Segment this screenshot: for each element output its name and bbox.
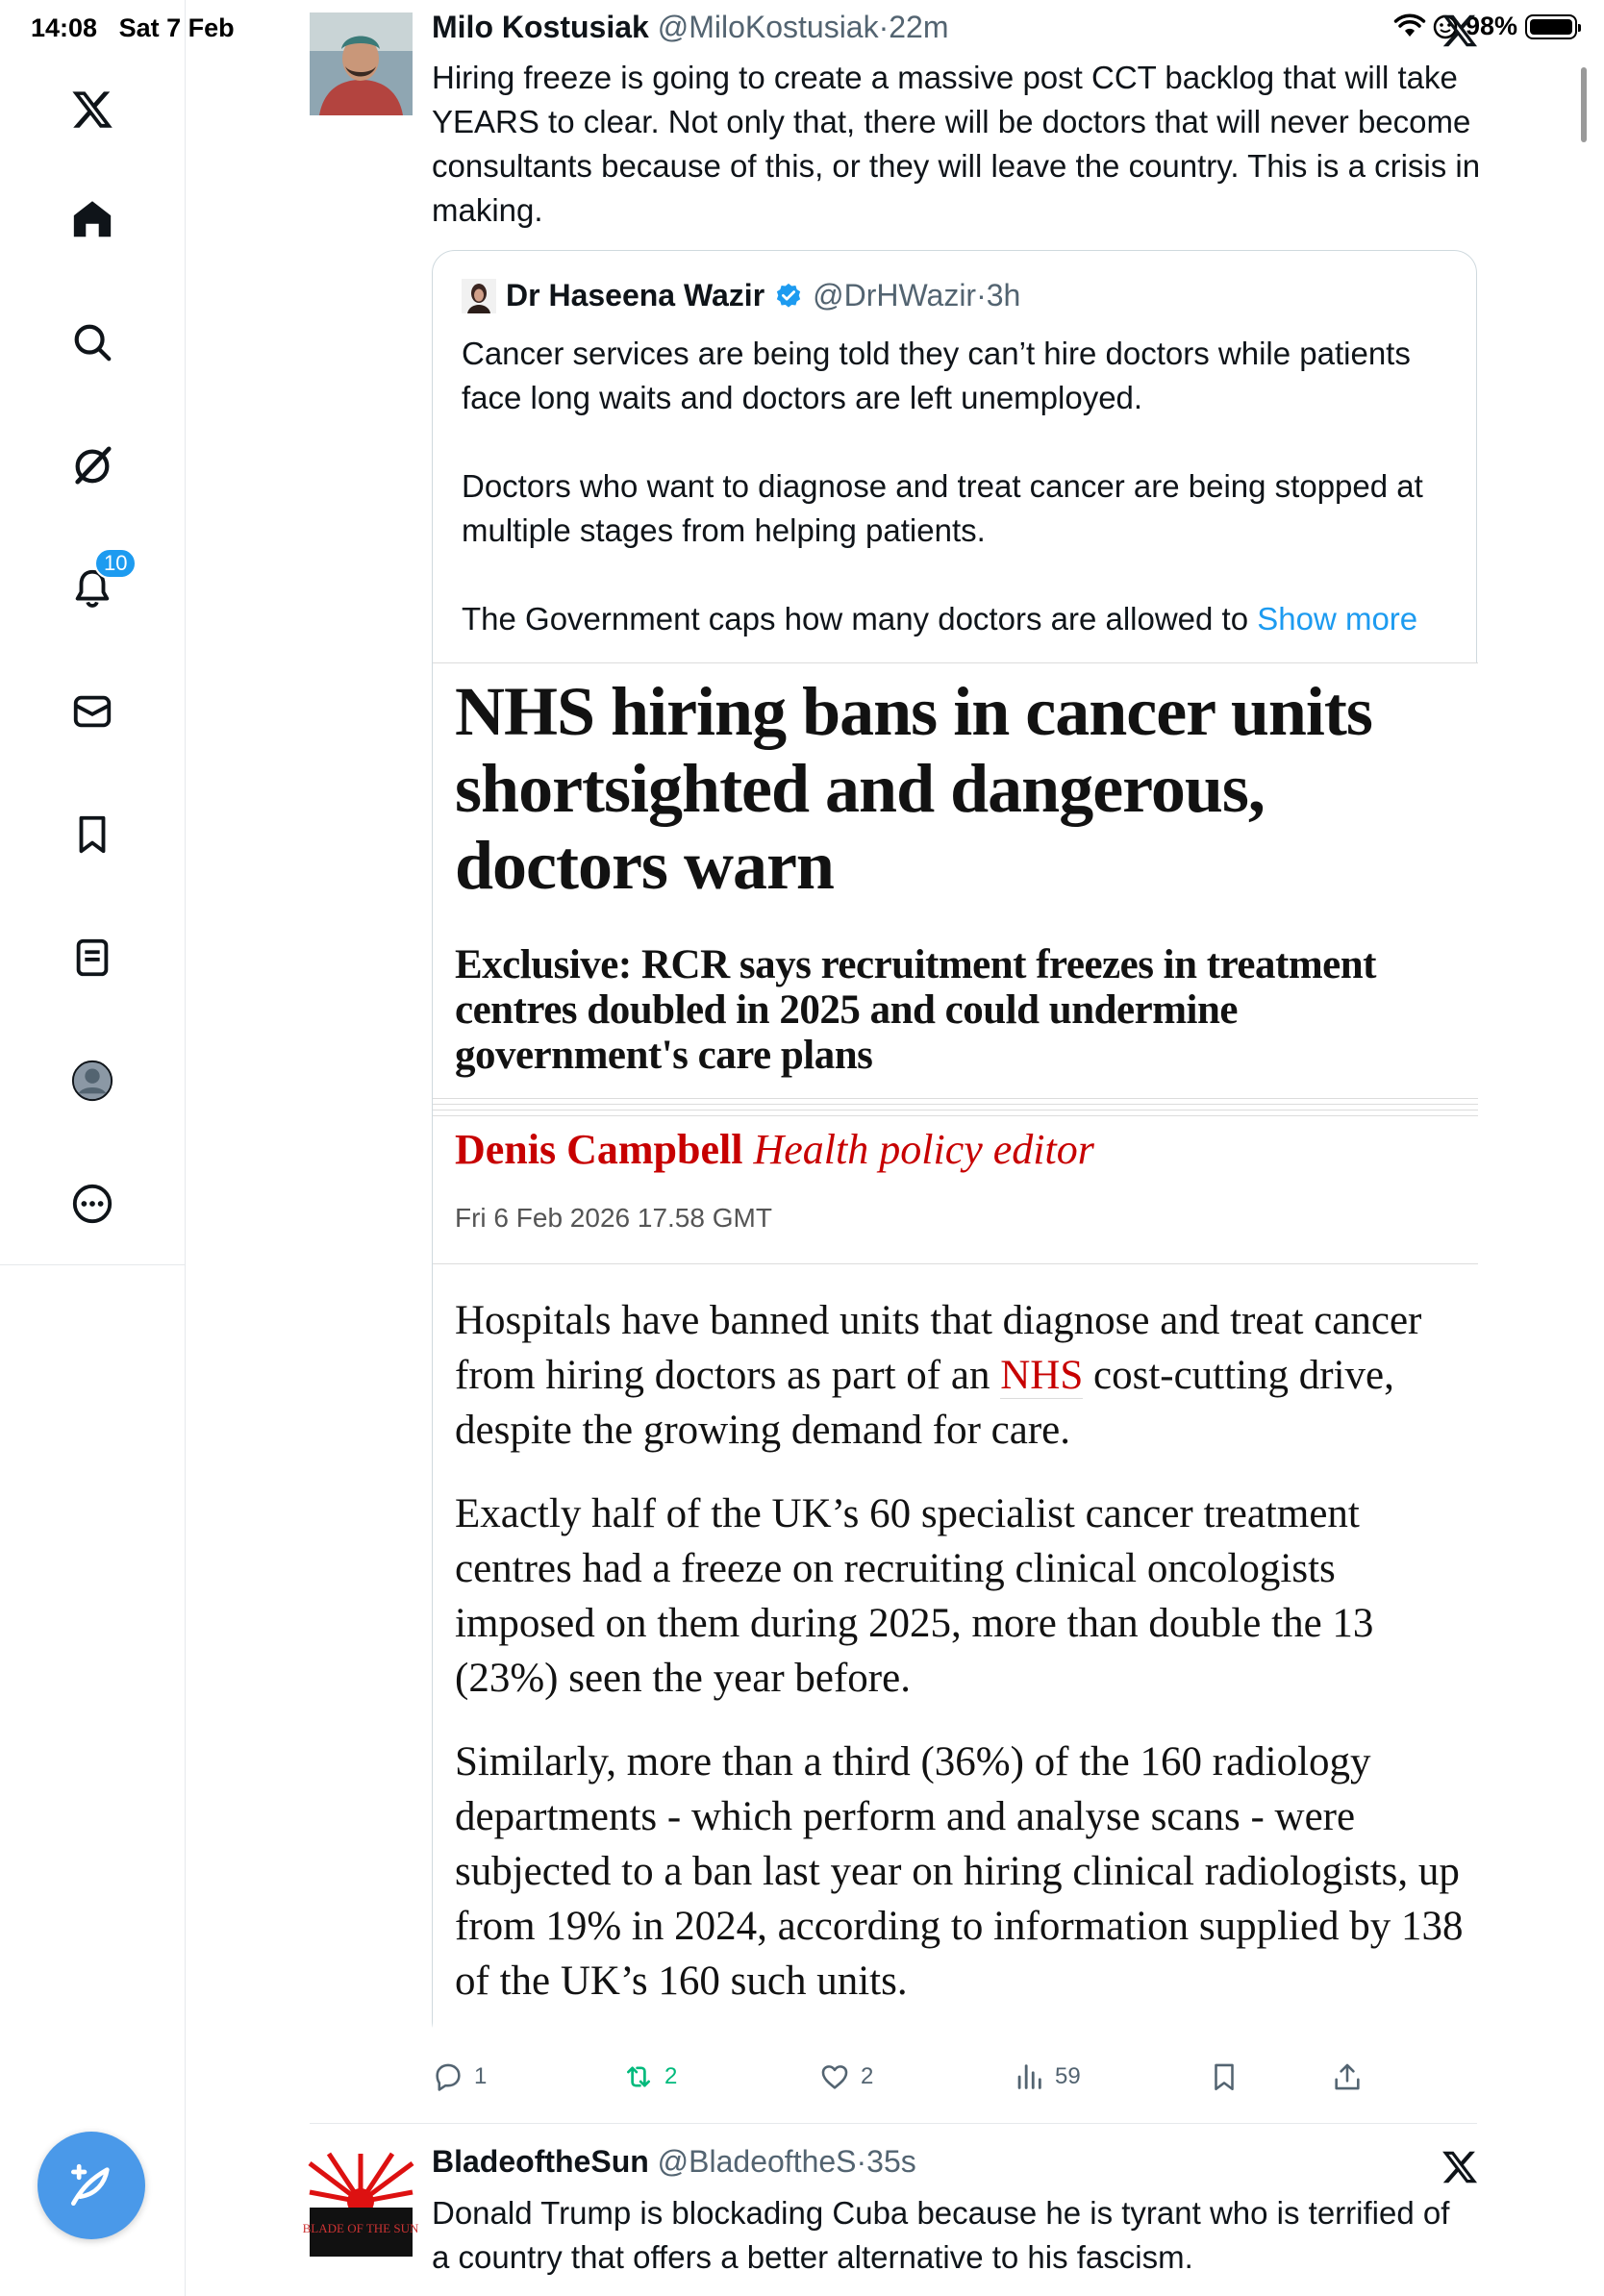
tweet-text: Hiring freeze is going to create a massive post CCT backlog that will take YEARS to clear. Not only that, there will be doctors that will never become consultants because of this, or they will leave the country. This is a crisis in making. bbox=[432, 60, 1481, 228]
wifi-icon bbox=[1394, 15, 1425, 38]
quote-header bbox=[462, 278, 1020, 313]
tweet-actions bbox=[432, 2060, 1490, 2109]
views-icon bbox=[1013, 2060, 1045, 2093]
tweet-author-handle[interactable]: @MiloKostusiak bbox=[657, 10, 879, 44]
x-brand-icon[interactable] bbox=[1441, 2148, 1479, 2186]
bookmark-button[interactable] bbox=[1208, 2060, 1241, 2093]
tweet-header bbox=[432, 10, 949, 45]
lists-icon[interactable] bbox=[63, 929, 121, 986]
profile-avatar-icon[interactable] bbox=[63, 1052, 121, 1110]
reply-icon bbox=[432, 2060, 464, 2093]
article-byline bbox=[455, 1125, 1094, 1174]
reply-button[interactable] bbox=[432, 2060, 487, 2093]
article-headline: NHS hiring bans in cancer units shortsighted and dangerous, doctors warn bbox=[455, 673, 1372, 904]
article-paragraph-text: Hospitals have banned units that diagnose and treat cancer from hiring doctors as part of an bbox=[455, 1298, 1422, 1398]
status-right bbox=[1394, 12, 1577, 41]
nhs-link: NHS bbox=[1000, 1353, 1084, 1398]
more-icon[interactable] bbox=[63, 1175, 121, 1233]
tweet2-author-handle[interactable]: @BladeoftheS bbox=[657, 2144, 857, 2179]
quote-paragraph: Doctors who want to diagnose and treat cancer are being stopped at multiple stages from helping patients. bbox=[462, 468, 1423, 548]
tweet-divider bbox=[310, 2123, 1477, 2124]
battery-percent: 98% bbox=[1465, 12, 1517, 40]
verified-badge-icon bbox=[774, 282, 803, 311]
like-count: 2 bbox=[861, 2063, 874, 2089]
quote-author-avatar[interactable] bbox=[462, 279, 496, 313]
notifications-icon[interactable] bbox=[63, 551, 128, 617]
status-date: Sat 7 Feb bbox=[118, 13, 235, 42]
quote-author-name[interactable]: Dr Haseena Wazir bbox=[506, 278, 765, 312]
article-rule bbox=[433, 1098, 1478, 1099]
tweet2-separator: · bbox=[856, 2144, 867, 2179]
repost-count: 2 bbox=[664, 2063, 678, 2089]
tweet2-author-avatar[interactable] bbox=[302, 2154, 419, 2257]
heart-icon bbox=[818, 2060, 851, 2093]
quote-author-handle[interactable]: @DrHWazir bbox=[813, 278, 977, 312]
grok-icon[interactable] bbox=[63, 437, 121, 494]
messages-icon[interactable] bbox=[63, 683, 121, 740]
article-paragraph: Exactly half of the UK’s 60 specialist cancer treatment centres had a freeze on recruiting clinical oncologists imposed on them during 2025, more than double the 13 (23%) seen the year before. bbox=[455, 1491, 1374, 1701]
status-clock: 14:08 bbox=[31, 13, 98, 42]
article-screenshot bbox=[433, 662, 1478, 2057]
article-standfirst: Exclusive: RCR says recruitment freezes in treatment centres doubled in 2025 and could undermine government's care plans bbox=[455, 942, 1376, 1078]
tweet-separator: · bbox=[878, 10, 890, 44]
x-logo-icon[interactable] bbox=[63, 81, 121, 138]
article-body bbox=[455, 1293, 1465, 2037]
repost-button[interactable] bbox=[622, 2060, 677, 2093]
compose-button[interactable] bbox=[38, 2132, 145, 2239]
views-count: 59 bbox=[1055, 2063, 1081, 2089]
sidebar bbox=[0, 0, 186, 1265]
tweet2-text: Donald Trump is blockading Cuba because he is tyrant who is terrified of a country that offers a better alternative to his fascism. bbox=[432, 2195, 1450, 2275]
article-paragraph-text: cost-cutting drive, despite the growing demand for care. bbox=[455, 1353, 1394, 1453]
share-button[interactable] bbox=[1331, 2060, 1364, 2093]
tweet-time[interactable]: 22m bbox=[889, 10, 949, 44]
quote-tweet-card[interactable] bbox=[432, 250, 1477, 2044]
sidebar-divider bbox=[185, 1265, 186, 2296]
article-dateline: Fri 6 Feb 2026 17.58 GMT bbox=[455, 1203, 772, 1233]
quote-paragraph: Cancer services are being told they can’t hire doctors while patients face long waits and doctors are left unemployed. bbox=[462, 336, 1411, 415]
article-rule bbox=[433, 1110, 1478, 1111]
byline-role: Health policy editor bbox=[753, 1126, 1094, 1173]
tweet-author-name[interactable]: Milo Kostusiak bbox=[432, 10, 649, 44]
article-rule bbox=[433, 1115, 1478, 1116]
tweet2-author-name[interactable]: BladeoftheSun bbox=[432, 2144, 649, 2179]
bookmark-icon bbox=[1208, 2060, 1241, 2093]
search-icon[interactable] bbox=[63, 313, 121, 371]
quote-separator: · bbox=[976, 278, 987, 312]
bookmarks-icon[interactable] bbox=[63, 806, 121, 863]
byline-name: Denis Campbell bbox=[455, 1126, 743, 1173]
views-button[interactable] bbox=[1013, 2060, 1081, 2093]
battery-icon bbox=[1525, 14, 1577, 39]
tweet2-time[interactable]: 35s bbox=[866, 2144, 916, 2179]
article-paragraph: Similarly, more than a third (36%) of the 160 radiology departments - which perform and analyse scans - were subjected to a ban last year on hiring clinical radiologists, up from 19% in 2024, according to information supplied by 138 of the UK’s 160 such units. bbox=[455, 1739, 1464, 2004]
close-icon[interactable] bbox=[1441, 12, 1479, 50]
tweet2-avatar-text: BLADE OF THE SUN bbox=[302, 2221, 419, 2235]
article-rule bbox=[433, 1263, 1478, 1264]
share-icon bbox=[1331, 2060, 1364, 2093]
quote-time[interactable]: 3h bbox=[986, 278, 1021, 312]
compose-feather-icon bbox=[64, 2159, 118, 2212]
show-more-link[interactable]: Show more bbox=[1257, 601, 1418, 636]
article-rule bbox=[433, 1104, 1478, 1105]
quote-paragraph-text: The Government caps how many doctors are allowed to bbox=[462, 601, 1249, 636]
tweet2-header bbox=[432, 2144, 916, 2180]
article-paragraph bbox=[455, 1293, 1465, 1458]
reply-count: 1 bbox=[474, 2063, 488, 2089]
notifications-badge: 10 bbox=[94, 548, 137, 579]
like-button[interactable] bbox=[818, 2060, 873, 2093]
scrollbar[interactable] bbox=[1581, 67, 1587, 142]
quote-paragraph bbox=[462, 597, 1452, 641]
tweet-author-avatar[interactable] bbox=[310, 12, 413, 115]
repost-icon bbox=[622, 2060, 655, 2093]
home-icon[interactable] bbox=[63, 190, 121, 248]
quote-text bbox=[462, 332, 1452, 641]
